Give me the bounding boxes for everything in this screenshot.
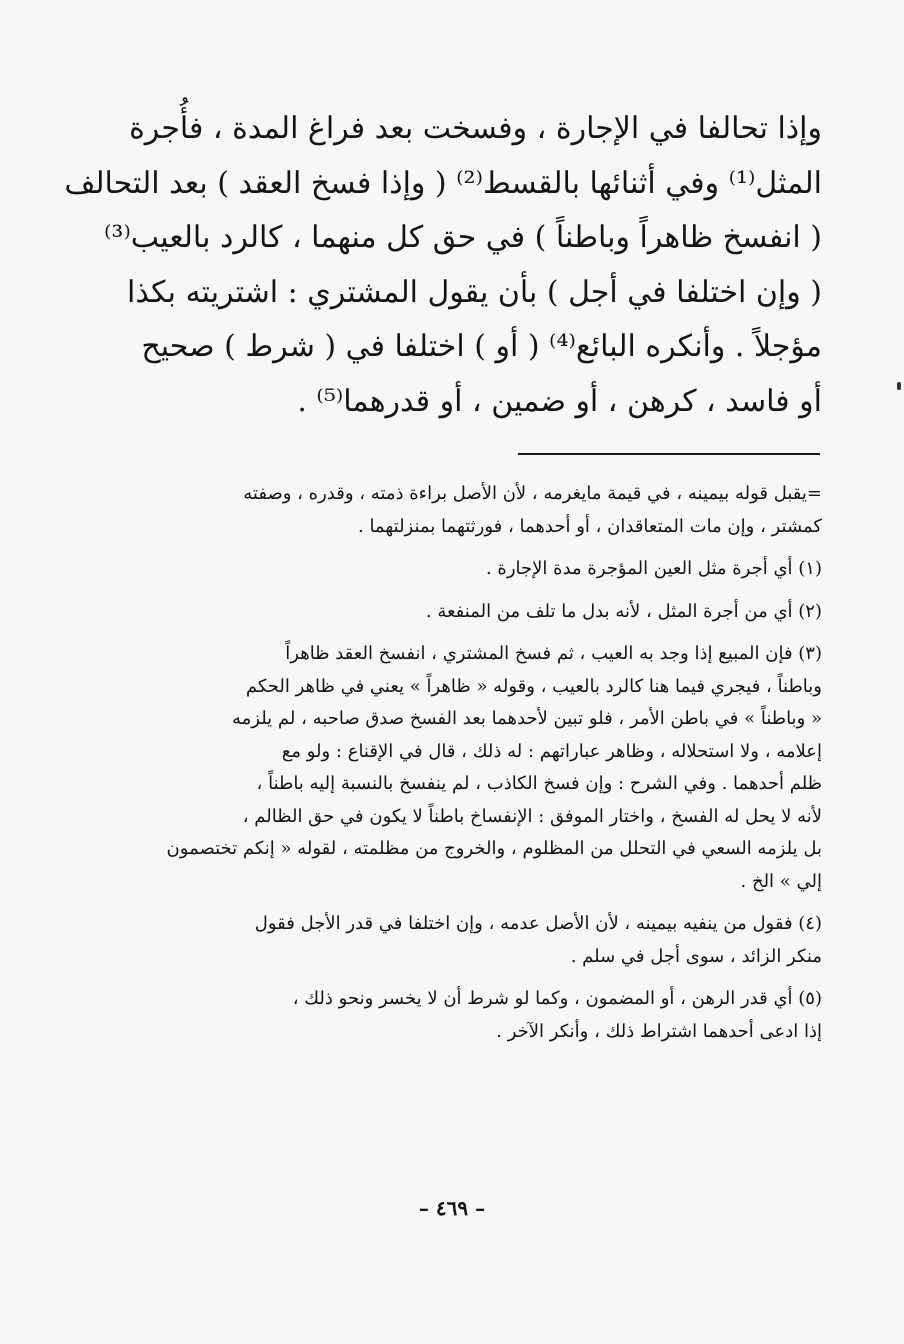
footnote-3: [100, 638, 822, 898]
page-number: – ٤٦٩ –: [418, 1196, 486, 1220]
footnote-line: إلي » الخ .: [740, 870, 822, 892]
footnote-line: (٥) أي قدر الرهن ، أو المضمون ، وكما لو شرط أن لا يخسر ونحو ذلك ،: [292, 988, 822, 1009]
margin-mark: [897, 382, 901, 390]
footnote-continuation: [100, 478, 822, 543]
footnote-line: بل يلزمه السعي في التحلل من المظلوم ، والخروج من مظلمته ، لقوله « إنكم تختصمون: [166, 838, 822, 859]
footnote-2: [100, 596, 822, 629]
footnote-line: وباطناً ، فيجري فيما هنا كالرد بالعيب ، وقوله « ظاهراً » يعني في ظاهر الحكم: [245, 675, 822, 697]
footnote-4: [100, 908, 822, 973]
footnote-line: (٤) فقول من ينفيه بيمينه ، لأن الأصل عدمه ، وإن اختلفا في قدر الأجل فقول: [254, 913, 822, 934]
main-text: [64, 102, 822, 429]
footnote-line: إعلامه ، ولا استحلاله ، وظاهر عباراتهم : له ذلك ، قال في الإقناع : ولو مع: [281, 740, 822, 762]
footnote-line: (١) أي أجرة مثل العين المؤجرة مدة الإجارة .: [485, 558, 822, 579]
main-line: أو فاسد ، كرهن ، أو ضمين ، أو قدرهما⁽⁵⁾ .: [297, 383, 822, 419]
footnote-line: (٣) فإن المبيع إذا وجد به العيب ، ثم فسخ المشتري ، انفسخ العقد ظاهراً: [285, 643, 822, 664]
footnote-5: [100, 983, 822, 1048]
main-line: المثل⁽¹⁾ وفي أثنائها بالقسط⁽²⁾ ( وإذا فسخ العقد ) بعد التحالف: [64, 165, 822, 201]
footnote-line: « وباطناً » في باطن الأمر ، فلو تبين لأحدهما بعد الفسخ صدق صاحبه ، لم يلزمه: [232, 708, 822, 729]
footnote-line: إذا ادعى أحدهما اشتراط ذلك ، وأنكر الآخر .: [496, 1020, 822, 1042]
main-line: ( وإن اختلفا في أجل ) بأن يقول المشتري : اشتريته بكذا: [127, 274, 822, 310]
main-line: مؤجلاً . وأنكره البائع⁽⁴⁾ ( أو ) اختلفا في ( شرط ) صحيح: [141, 329, 822, 364]
main-line: ( انفسخ ظاهراً وباطناً ) في حق كل منهما ، كالرد بالعيب⁽³⁾: [104, 220, 822, 255]
footnote-separator: [518, 453, 820, 455]
footnote-line: ظلم أحدهما . وفي الشرح : وإن فسخ الكاذب ، لم ينفسخ بالنسبة إليه باطناً ،: [256, 773, 822, 794]
main-line: وإذا تحالفا في الإجارة ، وفسخت بعد فراغ المدة ، فأُجرة: [129, 111, 822, 146]
footnote-line: لأنه لا يحل له الفسخ ، واختار الموفق : الإنفساخ باطناً لا يكون في حق الظالم ،: [242, 805, 822, 827]
footnote-line: كمشتر ، وإن مات المتعاقدان ، أو أحدهما ، فورثتهما بمنزلتهما .: [358, 515, 822, 537]
footnotes: [100, 478, 822, 1058]
footnote-line: (٢) أي من أجرة المثل ، لأنه بدل ما تلف من المنفعة .: [425, 600, 822, 622]
footnote-line: منكر الزائد ، سوى أجل في سلم .: [570, 945, 822, 967]
footnote-1: [100, 553, 822, 586]
footnote-line: =يقبل قوله بيمينه ، في قيمة مايغرمه ، لأن الأصل براءة ذمته ، وقدره ، وصفته: [243, 483, 822, 504]
